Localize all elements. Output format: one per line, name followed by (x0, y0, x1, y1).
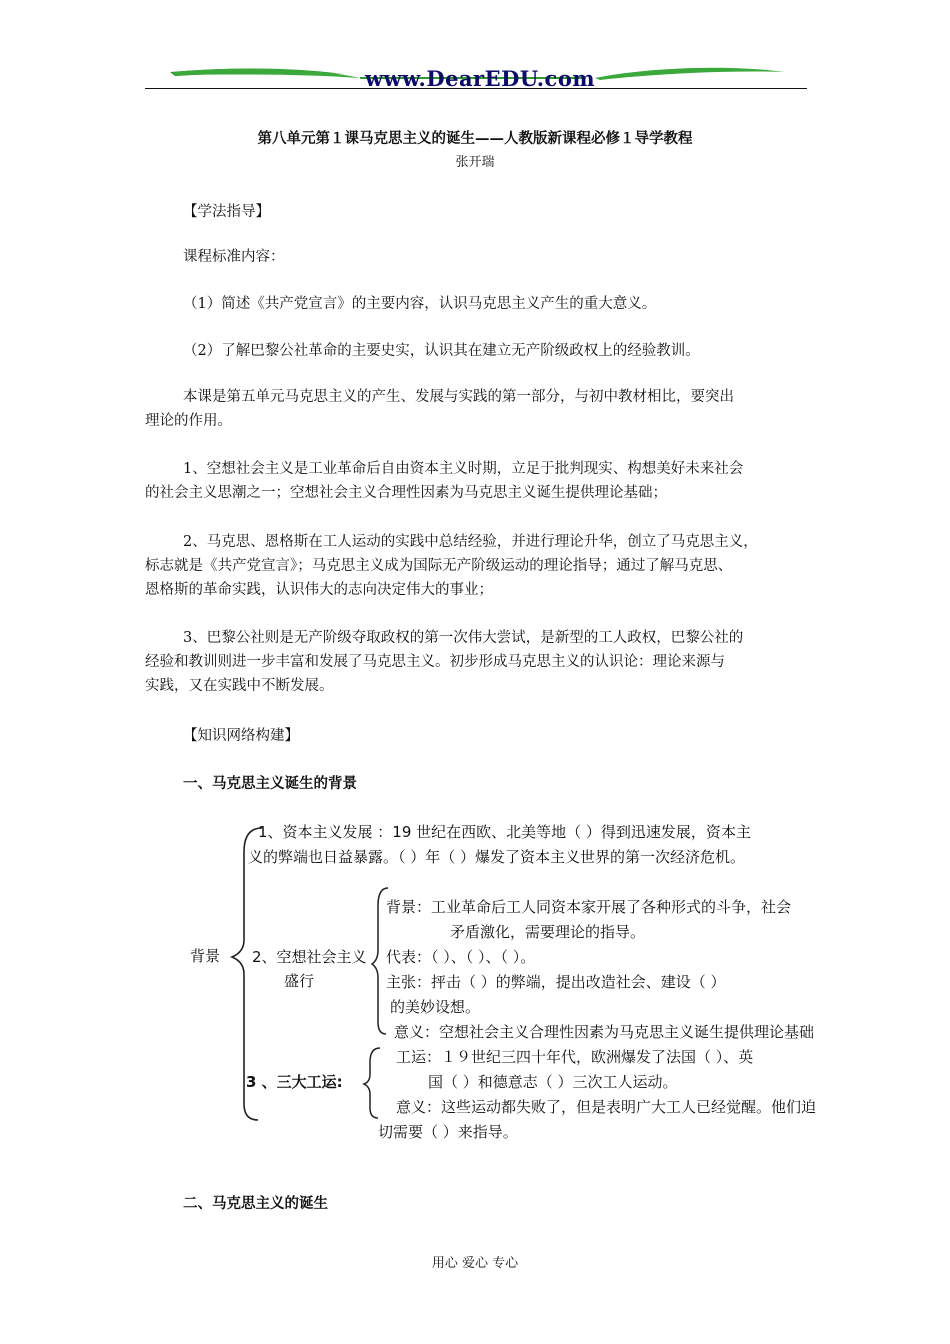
knowledge-diagram (180, 812, 880, 1157)
meaning-line: 意义：空想社会主义合理性因素为马克思主义诞生提供理论基础 (394, 1023, 815, 1041)
document-author: 张开瑞 (455, 155, 495, 170)
intro-line: 理论的作用。 (145, 413, 232, 429)
movement-meaning-line: 切需要（ ）来指导。 (378, 1123, 518, 1141)
header-divider (145, 88, 807, 89)
representatives-line: 代表：（ ）、（ ）、（ ）。 (386, 948, 536, 966)
point-1-paragraph (145, 457, 807, 505)
claim-line: 主张：抨击（ ）的弊端，提出改造社会、建设（ ） (386, 973, 726, 991)
diagram-root-label: 背景 (190, 947, 221, 965)
claim-line: 的美妙设想。 (390, 998, 481, 1016)
page-footer: 用心 爱心 专心 (431, 1256, 519, 1271)
point-line: 的社会主义思潮之一；空想社会主义合理性因素为马克思主义诞生提供理论基础； (145, 485, 667, 501)
document-title: 第八单元第１课马克思主义的诞生——人教版新课程必修１导学教程 (257, 130, 693, 147)
intro-paragraph (145, 385, 807, 433)
item3-label: 3 、三大工运: (246, 1073, 343, 1091)
section-heading-2: 二、马克思主义的诞生 (183, 1195, 328, 1212)
point-line: 标志就是《共产党宣言》；马克思主义成为国际无产阶级运动的理论指导；通过了解马克思、 (145, 558, 733, 574)
item2-label: 盛行 (284, 972, 315, 990)
standard-item-2: （2）了解巴黎公社革命的主要史实，认识其在建立无产阶级政权上的经验教训。 (183, 343, 700, 359)
point-line: 2、马克思、恩格斯在工人运动的实践中总结经验，并进行理论升华，创立了马克思主义， (183, 534, 758, 550)
item1-line: 义的弊端也日益暴露。（ ）年（ ）爆发了资本主义世界的第一次经济危机。 (248, 848, 746, 866)
standard-item-1: （1）简述《共产党宣言》的主要内容，认识马克思主义产生的重大意义。 (183, 296, 657, 312)
point-line: 经验和教训则进一步丰富和发展了马克思主义。初步形成马克思主义的认识论：理论来源与 (145, 654, 725, 670)
item1-line: 1、资本主义发展 ：19 世纪在西欧、北美等地（ ）得到迅速发展，资本主 (258, 823, 751, 841)
network-heading: 【知识网络构建】 (183, 728, 299, 744)
item2-label: 2、空想社会主义 (252, 948, 367, 966)
point-3-paragraph (145, 626, 807, 698)
point-2-paragraph (145, 530, 807, 602)
site-logo-text: www.DearEDU.com (364, 66, 596, 91)
point-line: 1、空想社会主义是工业革命后自由资本主义时期，立足于批判现实、构想美好未来社会 (183, 461, 744, 477)
movement-line: 工运：１９世纪三四十年代，欧洲爆发了法国（ ）、英 (396, 1048, 754, 1066)
section-heading-1: 一、马克思主义诞生的背景 (183, 775, 357, 792)
movement-meaning-line: 意义：这些运动都失败了，但是表明广大工人已经觉醒。他们迫 (396, 1098, 817, 1116)
standard-label: 课程标准内容： (183, 249, 285, 265)
movement-line: 国（ ）和德意志（ ）三次工人运动。 (428, 1073, 678, 1091)
method-heading: 【学法指导】 (183, 204, 270, 220)
point-line: 实践，又在实践中不断发展。 (145, 678, 334, 694)
background-line: 矛盾激化，需要理论的指导。 (450, 923, 646, 941)
point-line: 3、巴黎公社则是无产阶级夺取政权的第一次伟大尝试，是新型的工人政权，巴黎公社的 (183, 630, 744, 646)
point-line: 恩格斯的革命实践，认识伟大的志向决定伟大的事业； (145, 582, 493, 598)
background-line: 背景：工业革命后工人同资本家开展了各种形式的斗争，社会 (386, 898, 792, 916)
intro-line: 本课是第五单元马克思主义的产生、发展与实践的第一部分，与初中教材相比，要突出 (183, 389, 734, 405)
